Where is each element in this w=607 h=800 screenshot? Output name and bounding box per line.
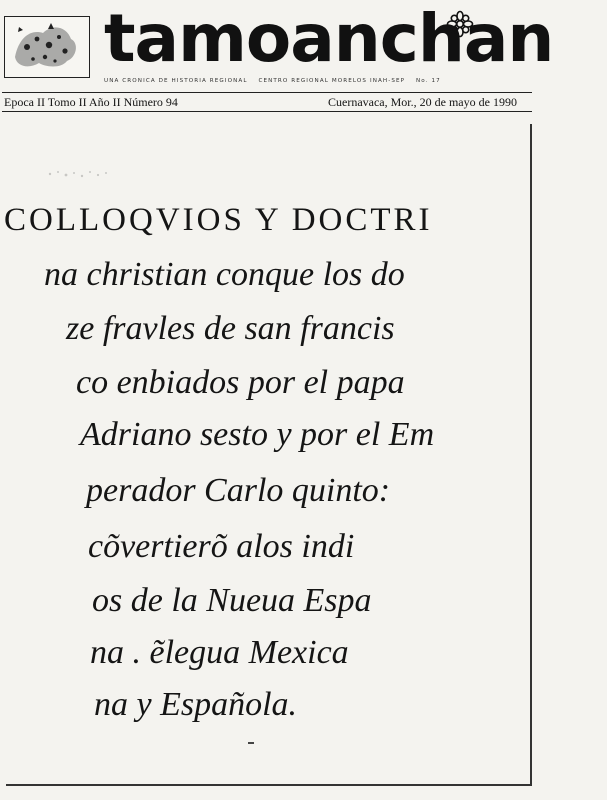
number-tag: No. 17 — [416, 78, 441, 84]
place-date: Cuernavaca, Mor., 20 de mayo de 1990 — [328, 95, 517, 109]
newspaper-title: tamoanchan — [104, 0, 554, 77]
manuscript-line: perador Carlo quinto: — [86, 472, 391, 509]
subtitle-left: UNA CRONICA DE HISTORIA REGIONAL — [104, 78, 248, 84]
issue-line: Epoca II Tomo II Año II Número 94 — [4, 95, 178, 109]
manuscript-line: na . ẽlegua Mexica — [90, 634, 349, 671]
manuscript-line: cõvertierõ alos indi — [88, 528, 355, 565]
manuscript-line: COLLOQVIOS Y DOCTRI — [4, 202, 433, 238]
manuscript-line: co enbiados por el papa — [76, 364, 405, 401]
subtitle-right: CENTRO REGIONAL MORELOS INAH-SEP — [258, 78, 406, 84]
manuscript-line: ze fravles de san francis — [66, 310, 395, 347]
manuscript-line: Adriano sesto y por el Em — [80, 416, 435, 453]
manuscript-line: os de la Nueua Espa — [92, 582, 372, 619]
manuscript-line: na y Española. — [94, 686, 298, 723]
manuscript-mark — [248, 742, 254, 744]
manuscript-line: na christian conque los do — [44, 256, 405, 293]
